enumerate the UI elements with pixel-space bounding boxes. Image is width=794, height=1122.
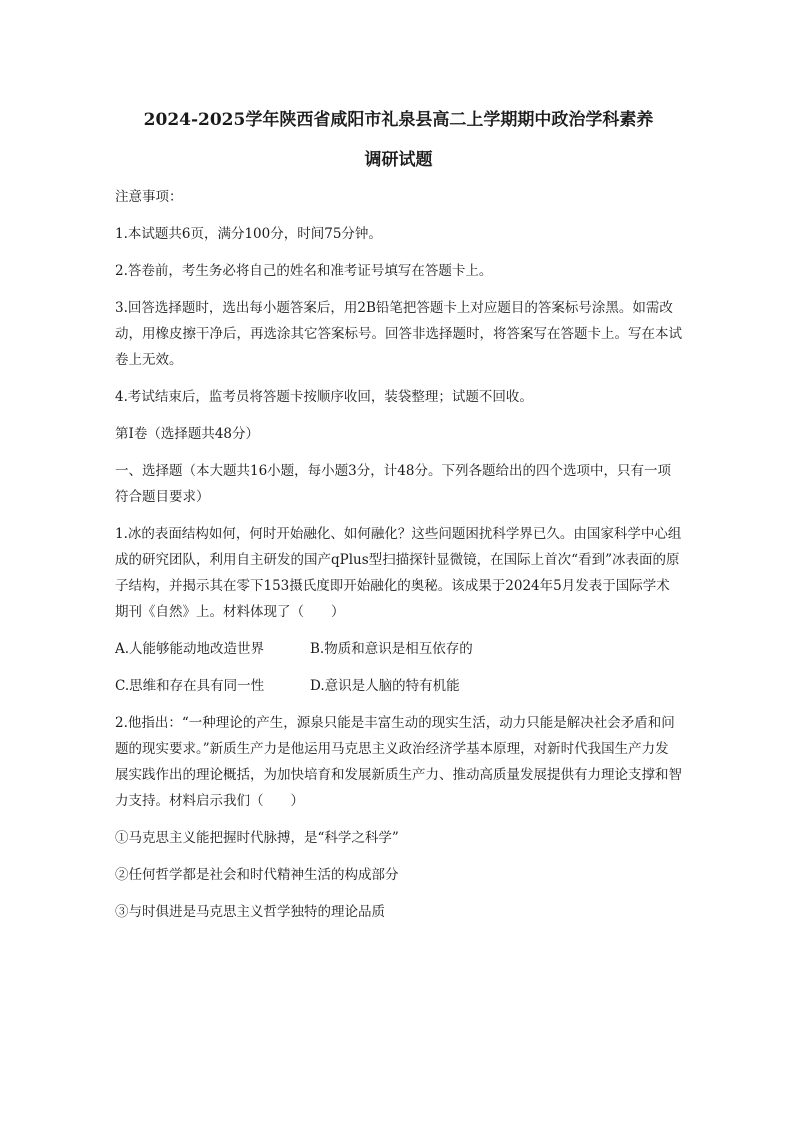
note-item-3: 3.回答选择题时，选出每小题答案后，用2B铅笔把答题卡上对应题目的答案标号涂黑。如需改动，用橡皮擦干净后，再选涂其它答案标号。回答非选择题时，将答案写在答题卡上。写在本试卷上无效。 bbox=[115, 300, 682, 368]
question-2-statement-1: ①马克思主义能把握时代脉搏，是“科学之科学” bbox=[115, 830, 399, 846]
question-1-options-row-1 bbox=[115, 636, 682, 662]
question-2-statement-3: ③与时俱进是马克思主义哲学独特的理论品质 bbox=[115, 904, 385, 920]
section-instruction: 一、选择题（本大题共16小题，每小题3分，计48分。下列各题给出的四个选项中，只有一项符合题目要求） bbox=[115, 463, 671, 505]
question-2-stem: 2.他指出：“一种理论的产生，源泉只能是丰富生动的现实生活，动力只能是解决社会矛盾和问题的现实要求。”新质生产力是他运用马克思主义政治经济学基本原理，对新时代我国生产力发展实践作出的理论概括，为加快培育和发展新质生产力、推动高质量发展提供有力理论支撑和智力支持。材料启示我们（ ） bbox=[115, 715, 682, 809]
question-1-option-a: A.人能够能动地改造世界 bbox=[115, 641, 265, 657]
note-item-4: 4.考试结束后，监考员将答题卡按顺序收回，装袋整理；试题不回收。 bbox=[115, 389, 533, 405]
question-1-stem: 1.冰的表面结构如何，何时开始融化、如何融化？这些问题困扰科学界已久。由国家科学中心组成的研究团队，利用自主研发的国产qPlus型扫描探针显微镜，在国际上首次“看到”冰表面的原子结构，并揭示其在零下153摄氏度即开始融化的奥秘。该成果于2024年5月发表于国际学术期刊《自然》上。材料体现了（ ） bbox=[115, 526, 682, 620]
question-1-option-d: D.意识是人脑的特有机能 bbox=[310, 678, 460, 694]
exam-title-line-1: 2024-2025学年陕西省咸阳市礼泉县高二上学期期中政治学科素养 bbox=[143, 110, 654, 130]
note-item-2: 2.答卷前，考生务必将自己的姓名和准考证号填写在答题卡上。 bbox=[115, 263, 493, 279]
question-2-statement-2: ②任何哲学都是社会和时代精神生活的构成部分 bbox=[115, 867, 399, 883]
volume-heading: 第Ⅰ卷（选择题共48分） bbox=[115, 426, 260, 442]
question-1-options-row-2 bbox=[115, 673, 682, 699]
exam-title-line-2: 调研试题 bbox=[364, 150, 433, 170]
question-1-option-b: B.物质和意识是相互依存的 bbox=[310, 641, 473, 657]
note-item-1: 1.本试题共6页，满分100分，时间75分钟。 bbox=[115, 226, 382, 242]
notes-heading: 注意事项： bbox=[115, 189, 183, 205]
question-1-option-c: C.思维和存在具有同一性 bbox=[115, 678, 265, 694]
